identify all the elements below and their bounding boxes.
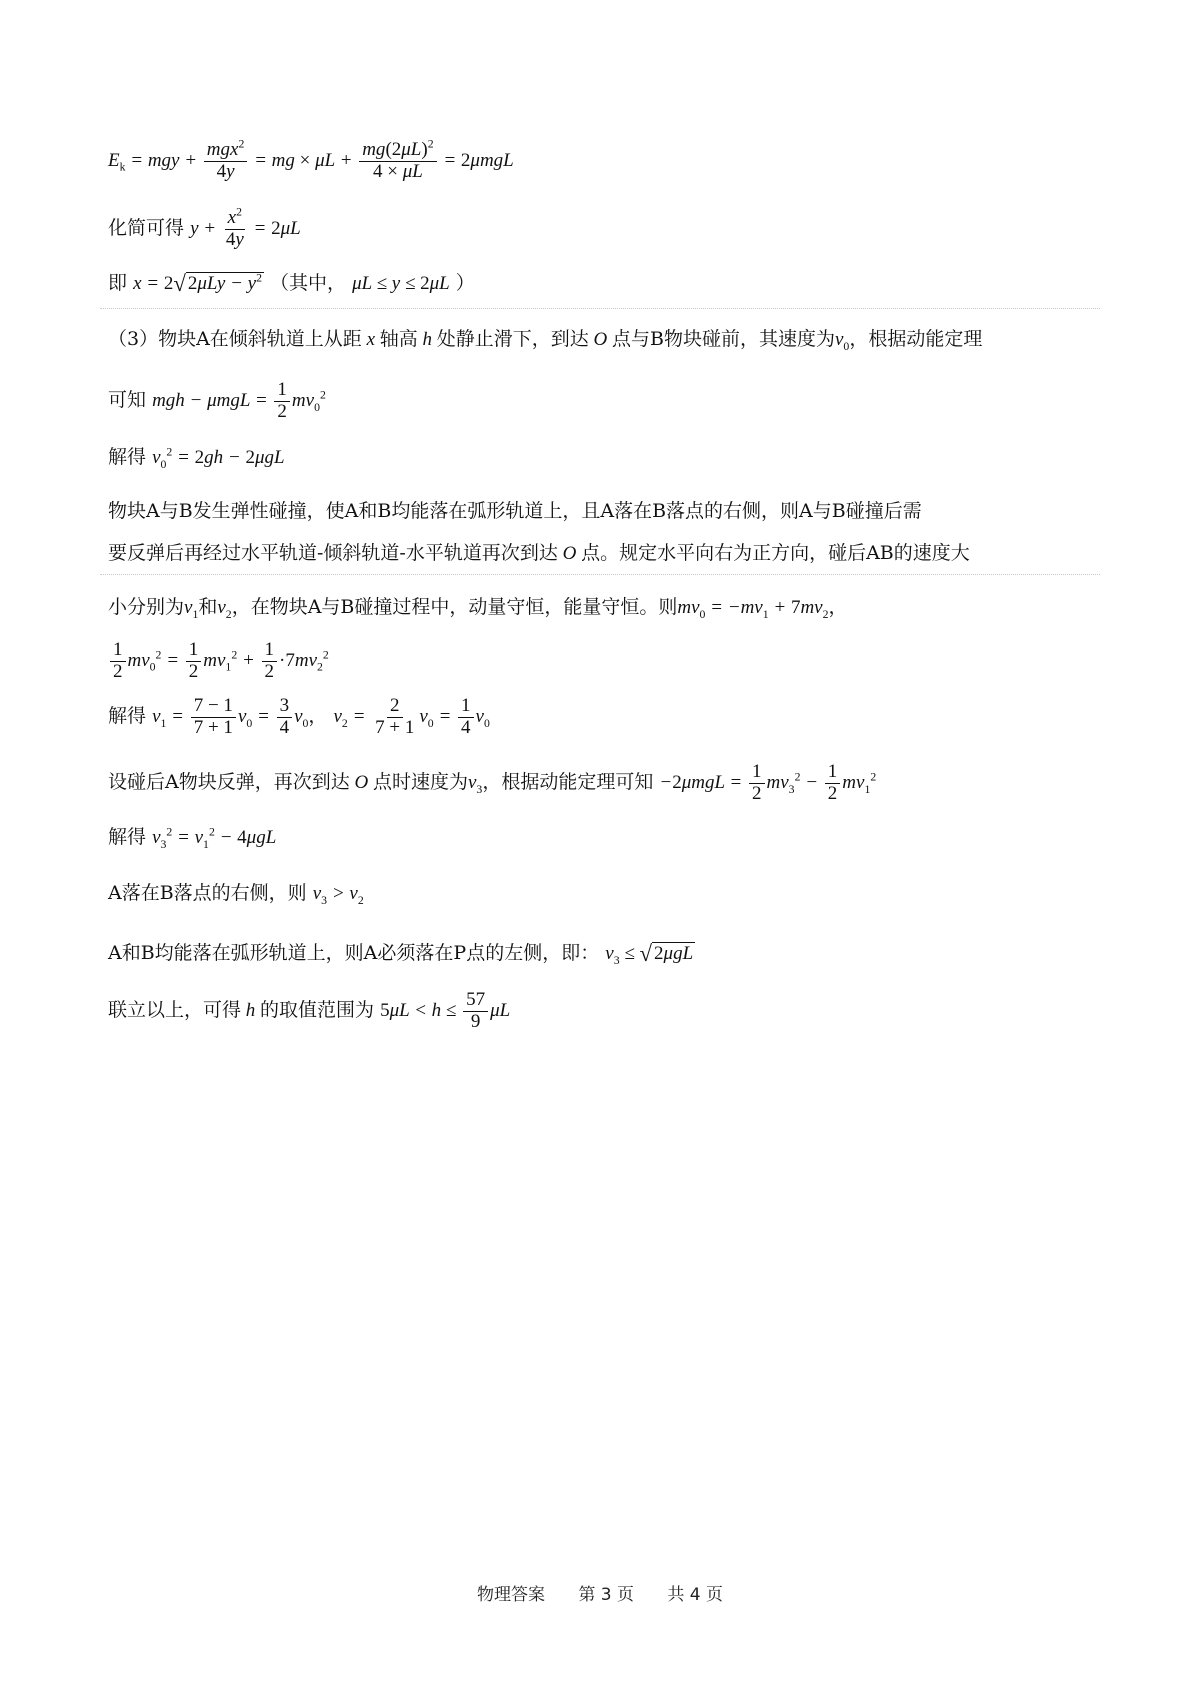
equation-kinetic-energy: $E_k$ = mgy + $\frac{mgx^2}{4y}$ = mg × μL + $\frac{mg(2\mu L)^2}{4 \times \mu L}$ = 2μmgL [108,137,514,182]
label-text: 的取值范围为 [260,998,375,1021]
solve-v3-line: 解得 $v_3^2 = v_1^2 - 4\mu gL$ [108,825,277,851]
condition-right-line: A落在B落点的右侧，则 $v_3 > v_2$ [108,882,364,907]
label-text: 解得 [108,826,147,848]
label-text: A和B均能落在弧形轨道上，则A必须落在P点的左侧，即： [108,942,600,964]
label-text: 物块A与B发生弹性碰撞，使A和B均能落在弧形轨道上，且A落在B落点的右侧，则A与B碰撞后需 [108,500,922,522]
final-range-line: 联立以上，可得 h 的取值范围为 5μL < h ≤ $\frac{57}{9}$ μL [108,989,511,1032]
label-text: 点时速度为 [372,770,468,793]
energy-conservation-equation: $\frac{1}{2}$ $mv_0^2$ = $\frac{1}{2}$ $mv_1^2$ + $\frac{1}{2}$ $\cdot 7mv_2^2$ [108,640,1120,683]
label-text: 设碰后A物块反弹，再次到达 [108,770,350,793]
label-text: ， [828,596,848,618]
label-text: 点。规定水平向右为正方向，碰后AB的速度大 [581,542,970,564]
label-text: ， [308,704,328,727]
label-text: 联立以上，可得 [108,998,242,1021]
footer-page: 第 3 页 [578,1585,634,1605]
footer-total: 共 4 页 [667,1585,724,1605]
part3-intro: （3）物块A在倾斜轨道上从距 x 轴高 h 处静止滑下，到达 O 点与B物块碰前，其速度为$v_0$，根据动能定理 [108,328,983,353]
label-text: 轴高 [379,328,418,350]
label-text: 要反弹后再经过水平轨道-倾斜轨道-水平轨道再次到达 [108,542,558,564]
label-text: ） [455,272,475,294]
page-footer [0,1580,1200,1605]
label-text: 和 [198,596,218,618]
label-text: 小分别为 [108,596,185,618]
momentum-line: 小分别为$v_1$和$v_2$，在物块A与B碰撞过程中，动量守恒，能量守恒。则$mv_0 = -mv_1 + 7mv_2$， [108,596,848,621]
label-text: 化简可得 [108,216,185,239]
label-text: （3）物块A在倾斜轨道上从距 [108,328,362,350]
simplify-line: 化简可得 y + $\frac{x^2}{4y}$ = 2μL [108,205,301,250]
solve-v0-line: 解得 $v_0^2 = 2gh - 2\mu gL$ [108,445,285,471]
x-expression-line: 即 x = 2√ $2\mu Ly - y^2$ （其中， μL ≤ y ≤ 2μL ） [108,271,475,296]
label-text: （其中， [270,272,347,294]
collision-paragraph-1 [108,500,1120,523]
label-text: ，根据动能定理可知 [482,770,654,793]
condition-p-line: A和B均能落在弧形轨道上，则A必须落在P点的左侧，即： $v_3$ ≤ √ 2μgL [108,941,694,967]
label-text: 处静止滑下，到达 [436,328,589,350]
divider [100,308,1100,309]
solve-velocities-line: 解得 $v_1$ = $\frac{7 - 1}{7 + 1}$ $v_0$ = $\frac{3}{4}$ $v_0$， $v_2$ = $\frac{2}{7 + 1}$ $v_0$ = $\frac{1}{4}$ $v_0$ [108,695,490,738]
label-text: 解得 [108,446,147,468]
collision-paragraph-2: 要反弹后再经过水平轨道-倾斜轨道-水平轨道再次到达 O 点。规定水平向右为正方向，碰后AB的速度大 [108,542,970,564]
label-text: 点与B物块碰前，其速度为 [612,328,835,350]
rebound-line: 设碰后A物块反弹，再次到达 O 点时速度为$v_3$，根据动能定理可知 −2μmgL = $\frac{1}{2}$ $mv_3^2$ − $\frac{1}{2}$ $mv_1^2$ [108,761,877,804]
label-text: ，在物块A与B碰撞过程中，动量守恒，能量守恒。则 [231,596,678,618]
label-text: ，根据动能定理 [849,328,983,350]
label-text: 即 [108,272,128,294]
label-text: 可知 [108,388,147,411]
label-text: A落在B落点的右侧，则 [108,882,307,904]
divider [100,574,1100,575]
energy-theorem-line: 可知 mgh − μmgL = $\frac{1}{2}$ $mv_0^2$ [108,379,326,422]
label-text: 解得 [108,704,147,727]
footer-subject: 物理答案 [476,1585,545,1605]
